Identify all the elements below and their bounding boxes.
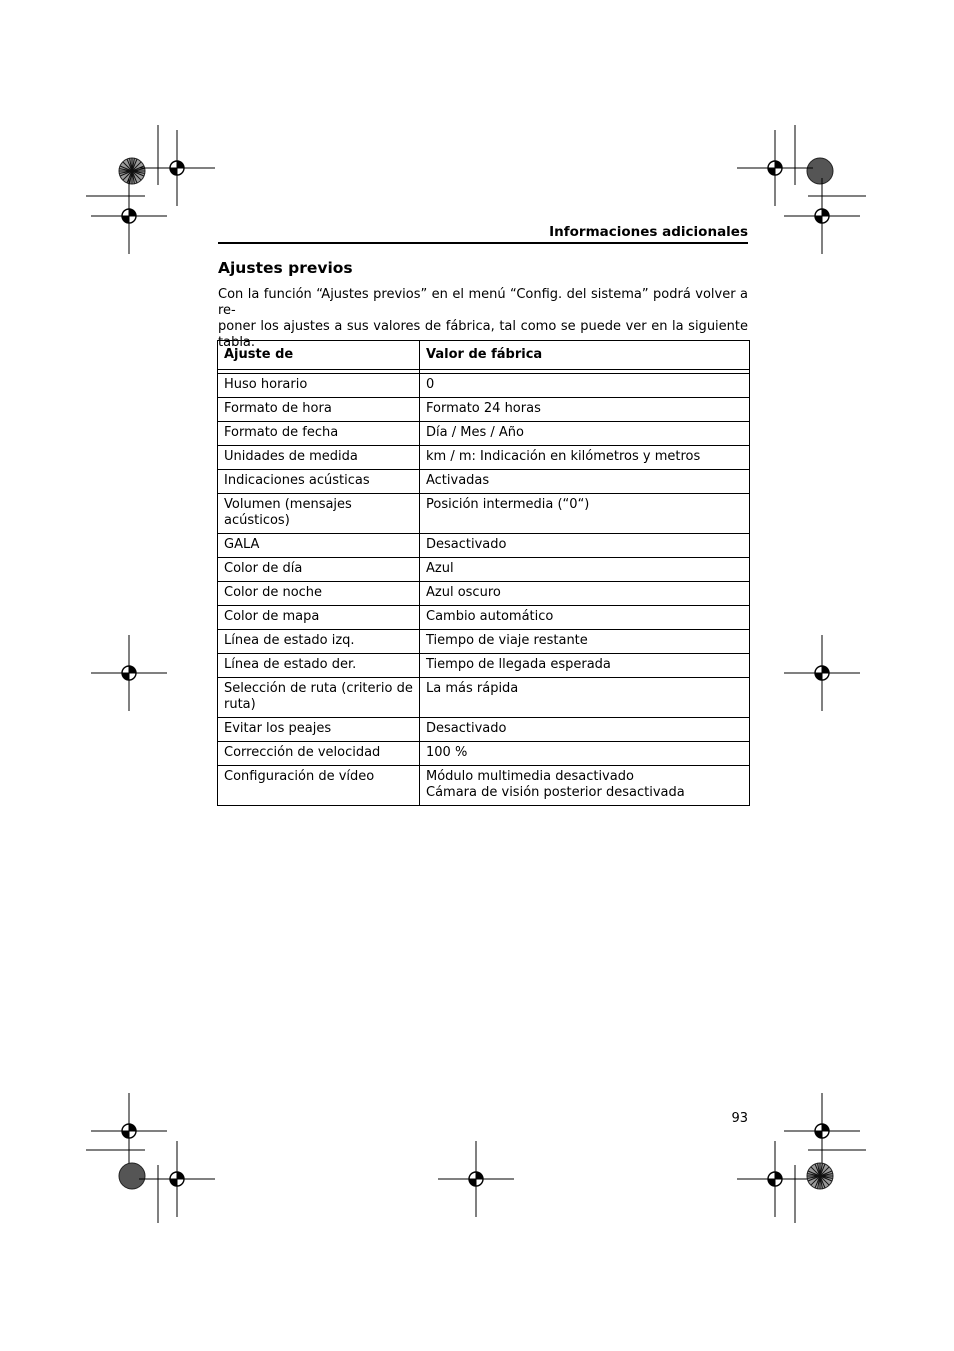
running-header-title: Informaciones adicionales xyxy=(549,224,748,240)
factory-value-line: Tiempo de viaje restante xyxy=(426,633,588,648)
factory-value-cell xyxy=(420,494,750,534)
table-row xyxy=(218,654,750,678)
factory-value-line: Formato 24 horas xyxy=(426,401,541,416)
table-row xyxy=(218,534,750,558)
factory-settings-table xyxy=(217,340,750,806)
setting-name-cell: Color de mapa xyxy=(218,606,420,630)
section-title: Ajustes previos xyxy=(218,259,353,277)
intro-line: Con la función “Ajustes previos” en el menú “Config. del sistema” podrá volver a re- xyxy=(218,287,748,318)
setting-name-cell: Línea de estado der. xyxy=(218,654,420,678)
setting-name-cell: Corrección de velocidad xyxy=(218,742,420,766)
factory-value-line: Desactivado xyxy=(426,721,507,736)
factory-value-cell xyxy=(420,398,750,422)
factory-value-line: La más rápida xyxy=(426,681,519,696)
factory-value-line: km / m: Indicación en kilómetros y metros xyxy=(426,449,701,464)
factory-value-line: Cambio automático xyxy=(426,609,554,624)
setting-name-cell: Indicaciones acústicas xyxy=(218,470,420,494)
factory-value-line: Activadas xyxy=(426,473,490,488)
table-row xyxy=(218,606,750,630)
table-row xyxy=(218,630,750,654)
column-header-value: Valor de fábrica xyxy=(420,341,750,370)
setting-name-cell: GALA xyxy=(218,534,420,558)
table-row xyxy=(218,422,750,446)
factory-value-line: 100 % xyxy=(426,745,468,760)
table-header-row xyxy=(218,341,750,370)
setting-name-cell: Formato de fecha xyxy=(218,422,420,446)
setting-name-cell: Selección de ruta (criterio de ruta) xyxy=(218,678,420,718)
factory-value-line: Cámara de visión posterior desactivada xyxy=(426,785,685,800)
factory-value-line: Azul oscuro xyxy=(426,585,501,600)
setting-name-cell: Volumen (mensajes acústicos) xyxy=(218,494,420,534)
table-row xyxy=(218,398,750,422)
setting-name-cell: Formato de hora xyxy=(218,398,420,422)
header-rule xyxy=(218,242,748,244)
column-header-setting: Ajuste de xyxy=(218,341,420,370)
factory-value-cell xyxy=(420,766,750,806)
table-body xyxy=(218,370,750,806)
factory-value-line: Módulo multimedia desactivado xyxy=(426,769,634,784)
factory-value-line: Azul xyxy=(426,561,454,576)
factory-value-cell xyxy=(420,582,750,606)
factory-value-line: Posición intermedia (“0“) xyxy=(426,497,590,512)
factory-value-cell xyxy=(420,654,750,678)
table-row xyxy=(218,678,750,718)
factory-value-line: Día / Mes / Año xyxy=(426,425,524,440)
table-row xyxy=(218,470,750,494)
factory-value-cell xyxy=(420,470,750,494)
factory-value-cell xyxy=(420,558,750,582)
factory-value-cell xyxy=(420,422,750,446)
factory-value-cell xyxy=(420,678,750,718)
factory-value-cell xyxy=(420,374,750,398)
factory-value-cell xyxy=(420,606,750,630)
factory-value-cell xyxy=(420,718,750,742)
setting-name-cell: Evitar los peajes xyxy=(218,718,420,742)
factory-value-cell xyxy=(420,534,750,558)
setting-name-cell: Unidades de medida xyxy=(218,446,420,470)
intro-line: poner los ajustes a sus valores de fábrica, tal como se puede ver en la siguiente tabla. xyxy=(218,319,748,350)
table-row xyxy=(218,718,750,742)
factory-value-line: Tiempo de llegada esperada xyxy=(426,657,611,672)
setting-name-cell: Configuración de vídeo xyxy=(218,766,420,806)
factory-value-cell xyxy=(420,446,750,470)
setting-name-cell: Línea de estado izq. xyxy=(218,630,420,654)
table-row xyxy=(218,582,750,606)
table-row xyxy=(218,446,750,470)
factory-value-line: Desactivado xyxy=(426,537,507,552)
factory-value-cell xyxy=(420,630,750,654)
table-row xyxy=(218,558,750,582)
setting-name-cell: Color de día xyxy=(218,558,420,582)
page-number: 93 xyxy=(731,1111,748,1126)
factory-value-line: 0 xyxy=(426,377,435,392)
table-row xyxy=(218,494,750,534)
setting-name-cell: Huso horario xyxy=(218,374,420,398)
table-row xyxy=(218,766,750,806)
table-row xyxy=(218,374,750,398)
setting-name-cell: Color de noche xyxy=(218,582,420,606)
table-row xyxy=(218,742,750,766)
factory-value-cell xyxy=(420,742,750,766)
